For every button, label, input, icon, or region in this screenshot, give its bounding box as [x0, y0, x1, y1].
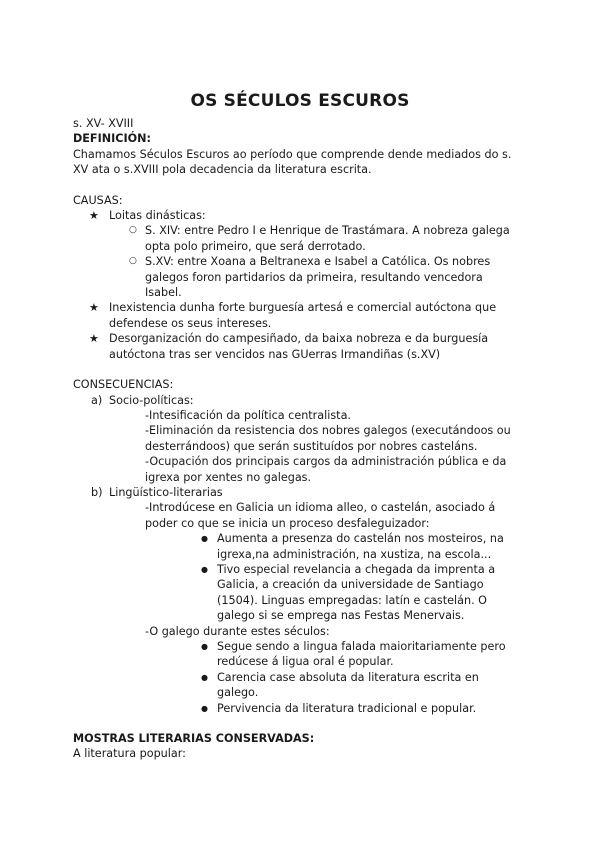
consequence-line: -Eliminación da resistencia dos nobres galegos (executándoos ou	[145, 424, 511, 438]
spacer	[73, 178, 535, 193]
dot-bullet-icon: ●	[201, 534, 208, 544]
list-marker-a: a)	[91, 393, 103, 407]
cause-line: autóctona tras ser vencidos nas GUerras Irmandiñas (s.XV)	[109, 347, 441, 361]
consequence-a	[73, 393, 535, 408]
consequence-b-label: Lingüístico-literarias	[109, 485, 223, 499]
cause-item	[73, 300, 535, 331]
dot-bullet-icon: ●	[201, 564, 208, 574]
bullet-line: Segue sendo a lingua falada maioritariamente pero	[217, 640, 506, 653]
spacer	[73, 716, 535, 731]
definition-heading: DEFINICIÓN:	[73, 132, 151, 146]
bullet-line: Pervivencia da literatura tradicional e popular.	[217, 701, 477, 715]
consequence-line: -O galego durante estes séculos:	[145, 624, 330, 638]
subitem-line: galegos foron partidarios da primeira, resultando vencedora	[145, 270, 483, 284]
bullet-line: Galicia, a creación da universidade de Santiago	[217, 578, 484, 592]
subitem-line: Isabel.	[145, 286, 182, 300]
star-bullet-icon: ★	[89, 209, 99, 223]
causes-heading: CAUSAS:	[73, 193, 123, 207]
consequence-a-label: Socio-políticas:	[109, 393, 194, 407]
bullet-line: Carencia case absoluta da literatura escrita en	[217, 670, 479, 684]
consequence-b	[73, 485, 535, 500]
consequences-heading: CONSECUENCIAS:	[73, 378, 174, 392]
circle-bullet-icon: ○	[129, 256, 137, 267]
bullet-line: (1504). Linguas empregadas: latín e castelán. O	[217, 593, 487, 607]
consequence-a-lines	[73, 408, 535, 485]
list-marker-b: b)	[91, 485, 103, 499]
dot-bullet-icon: ●	[201, 642, 208, 651]
period-text: s. XV- XVIII	[73, 117, 134, 130]
document-body	[73, 116, 535, 762]
cause-item	[73, 208, 535, 223]
cause-subitem	[73, 254, 535, 300]
definition-line: XV ata o s.XVIII pola decadencia da literatura escrita.	[73, 163, 372, 177]
cause-line: Desorganización do campesiñado, da baixa nobreza e da burguesía	[109, 332, 489, 346]
consequence-line: -Intesificación da política centralista.	[145, 408, 351, 422]
circle-bullet-icon: ○	[129, 225, 137, 236]
bullet-line: redúcese á ligua oral é popular.	[217, 655, 394, 669]
bullet-line: galego.	[217, 686, 259, 700]
cause-subitem	[73, 223, 535, 254]
consequence-line: desterrándoos) que serán sustituídos por nobres casteláns.	[145, 439, 478, 453]
consequence-line: poder co que se inicia un proceso desfaleguizador:	[145, 516, 430, 530]
spacer	[73, 362, 535, 377]
definition-text	[73, 147, 535, 178]
subitem-line: opta polo primeiro, que será derrotado.	[145, 239, 366, 253]
consequence-line: igrexa por xentes no galegas.	[145, 470, 312, 484]
bullet-line: Aumenta a presenza do castelán nos mosteiros, na	[217, 532, 504, 546]
consequence-line: -Introdúcese en Galicia un idioma alleo, o castelán, asociado á	[145, 501, 496, 515]
consequence-bullet	[73, 639, 535, 670]
consequence-b-intro	[73, 500, 535, 531]
dot-bullet-icon: ●	[201, 703, 208, 713]
bullet-line: galego si se emprega nas Festas Menervais.	[217, 609, 465, 623]
mostras-text: A literatura popular:	[73, 747, 186, 761]
consequence-bullet	[73, 701, 535, 716]
consequence-bullet	[73, 562, 535, 624]
cause-line: defendese os seus intereses.	[109, 316, 272, 330]
consequence-line: -Ocupación dos principais cargos da administración pública e da	[145, 455, 507, 469]
consequence-bullet	[73, 670, 535, 701]
star-bullet-icon: ★	[89, 332, 99, 346]
mostras-heading: MOSTRAS LITERARIAS CONSERVADAS:	[73, 732, 315, 746]
bullet-line: igrexa,na administración, na xustiza, na escola...	[217, 547, 492, 561]
subitem-line: S.XV: entre Xoana a Beltranexa e Isabel a Católica. Os nobres	[145, 255, 491, 269]
page-title: OS SÉCULOS ESCUROS	[190, 91, 410, 111]
consequence-bullet	[73, 531, 535, 562]
bullet-line: Tivo especial revelancia a chegada da imprenta a	[217, 562, 496, 576]
cause-item	[73, 331, 535, 362]
cause-line: Inexistencia dunha forte burguesía artesá e comercial autóctona que	[109, 301, 497, 315]
consequence-b-second	[73, 624, 535, 639]
star-bullet-icon: ★	[89, 301, 99, 315]
definition-line: Chamamos Séculos Escuros ao período que comprende dende mediados do s.	[73, 147, 512, 161]
cause-line: Loitas dinásticas:	[109, 209, 206, 223]
subitem-line: S. XIV: entre Pedro I e Henrique de Trastámara. A nobreza galega	[145, 224, 510, 238]
dot-bullet-icon: ●	[201, 672, 208, 682]
